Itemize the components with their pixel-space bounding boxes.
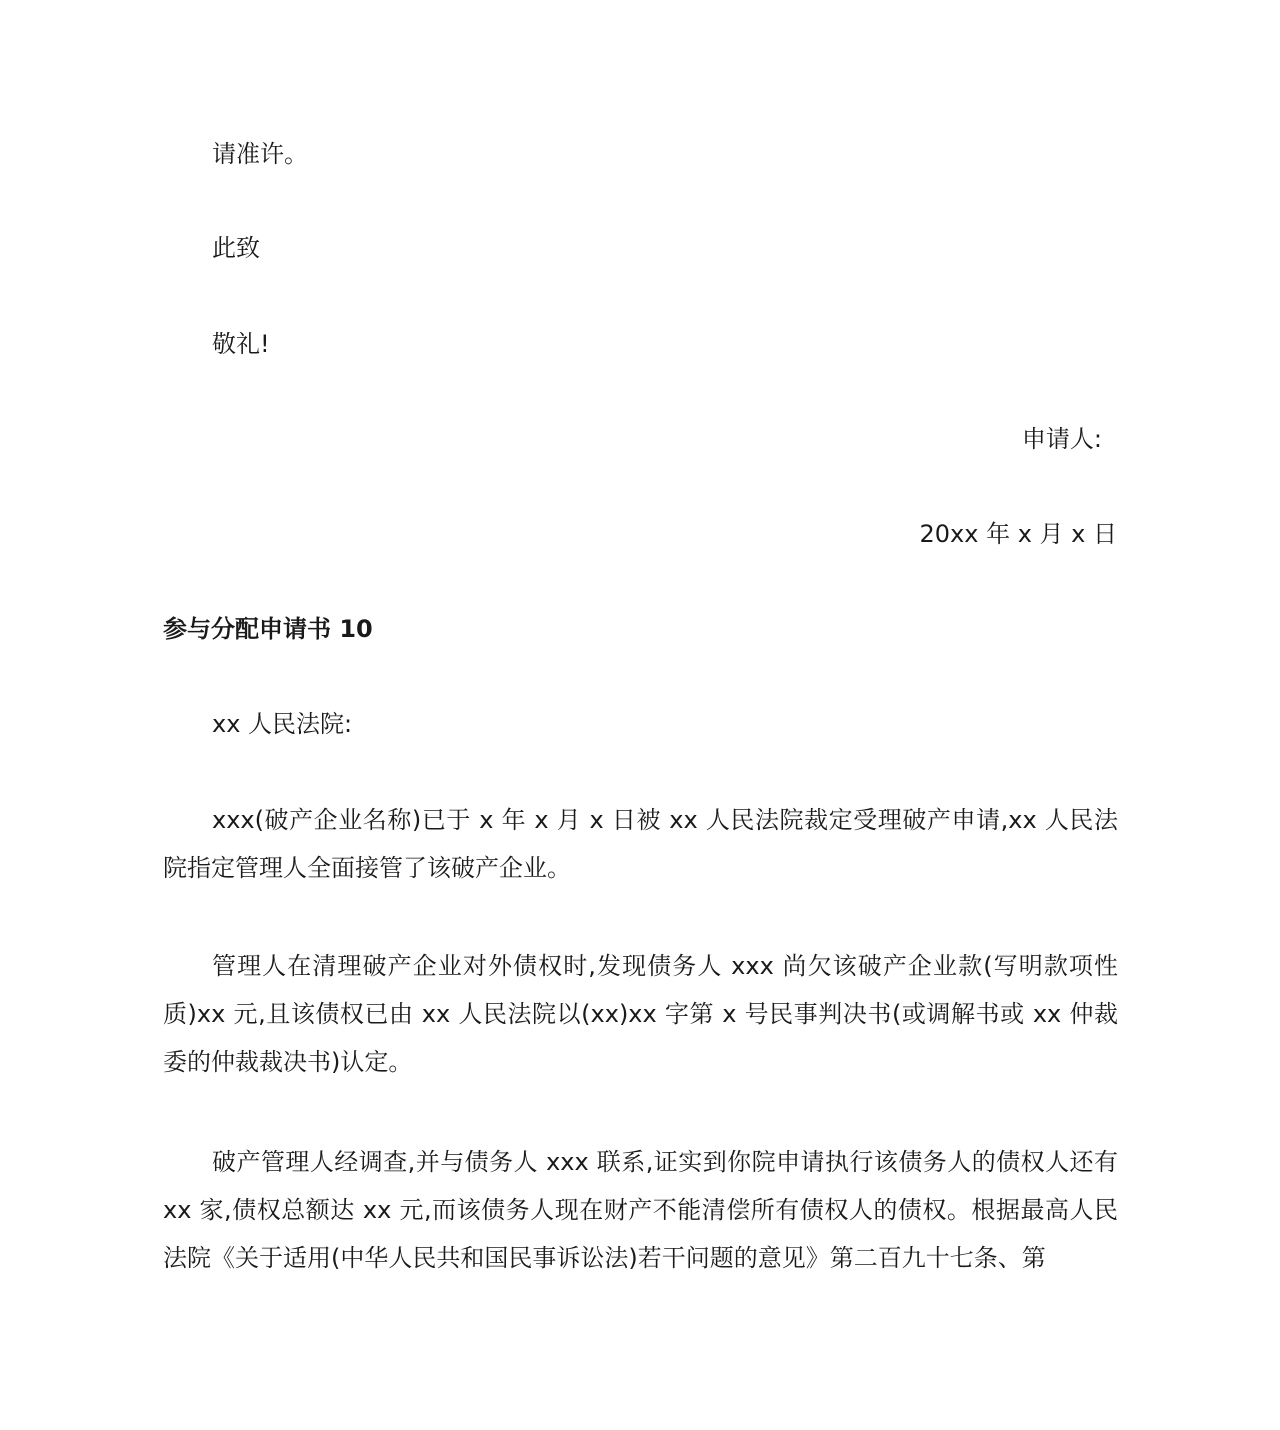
salutation-line: 此致: [212, 234, 260, 262]
addressee-line: xx 人民法院:: [212, 710, 353, 738]
regards-line: 敬礼!: [212, 330, 270, 358]
section-title: 参与分配申请书 10: [163, 615, 373, 643]
date-line: 20xx 年 x 月 x 日: [919, 520, 1117, 548]
paragraph-3: 破产管理人经调查,并与债务人 xxx 联系,证实到你院申请执行该债务人的债权人还有 xx 家,债权总额达 xx 元,而该债务人现在财产不能清偿所有债权人的债权。根据最高人民法院《关于适用(中华人民共和国民事诉讼法)若干问题的意见》第二百九十七条、第: [163, 1148, 1118, 1272]
paragraph-2: 管理人在清理破产企业对外债权时,发现债务人 xxx 尚欠该破产企业款(写明款项性质)xx 元,且该债权已由 xx 人民法院以(xx)xx 字第 x 号民事判决书(或调解书或 xx 仲裁委的仲裁裁决书)认定。: [163, 952, 1118, 1076]
paragraph-1: xxx(破产企业名称)已于 x 年 x 月 x 日被 xx 人民法院裁定受理破产申请,xx 人民法院指定管理人全面接管了该破产企业。: [163, 806, 1118, 882]
request-line: 请准许。: [212, 140, 308, 168]
applicant-label: 申请人:: [1021, 425, 1102, 453]
